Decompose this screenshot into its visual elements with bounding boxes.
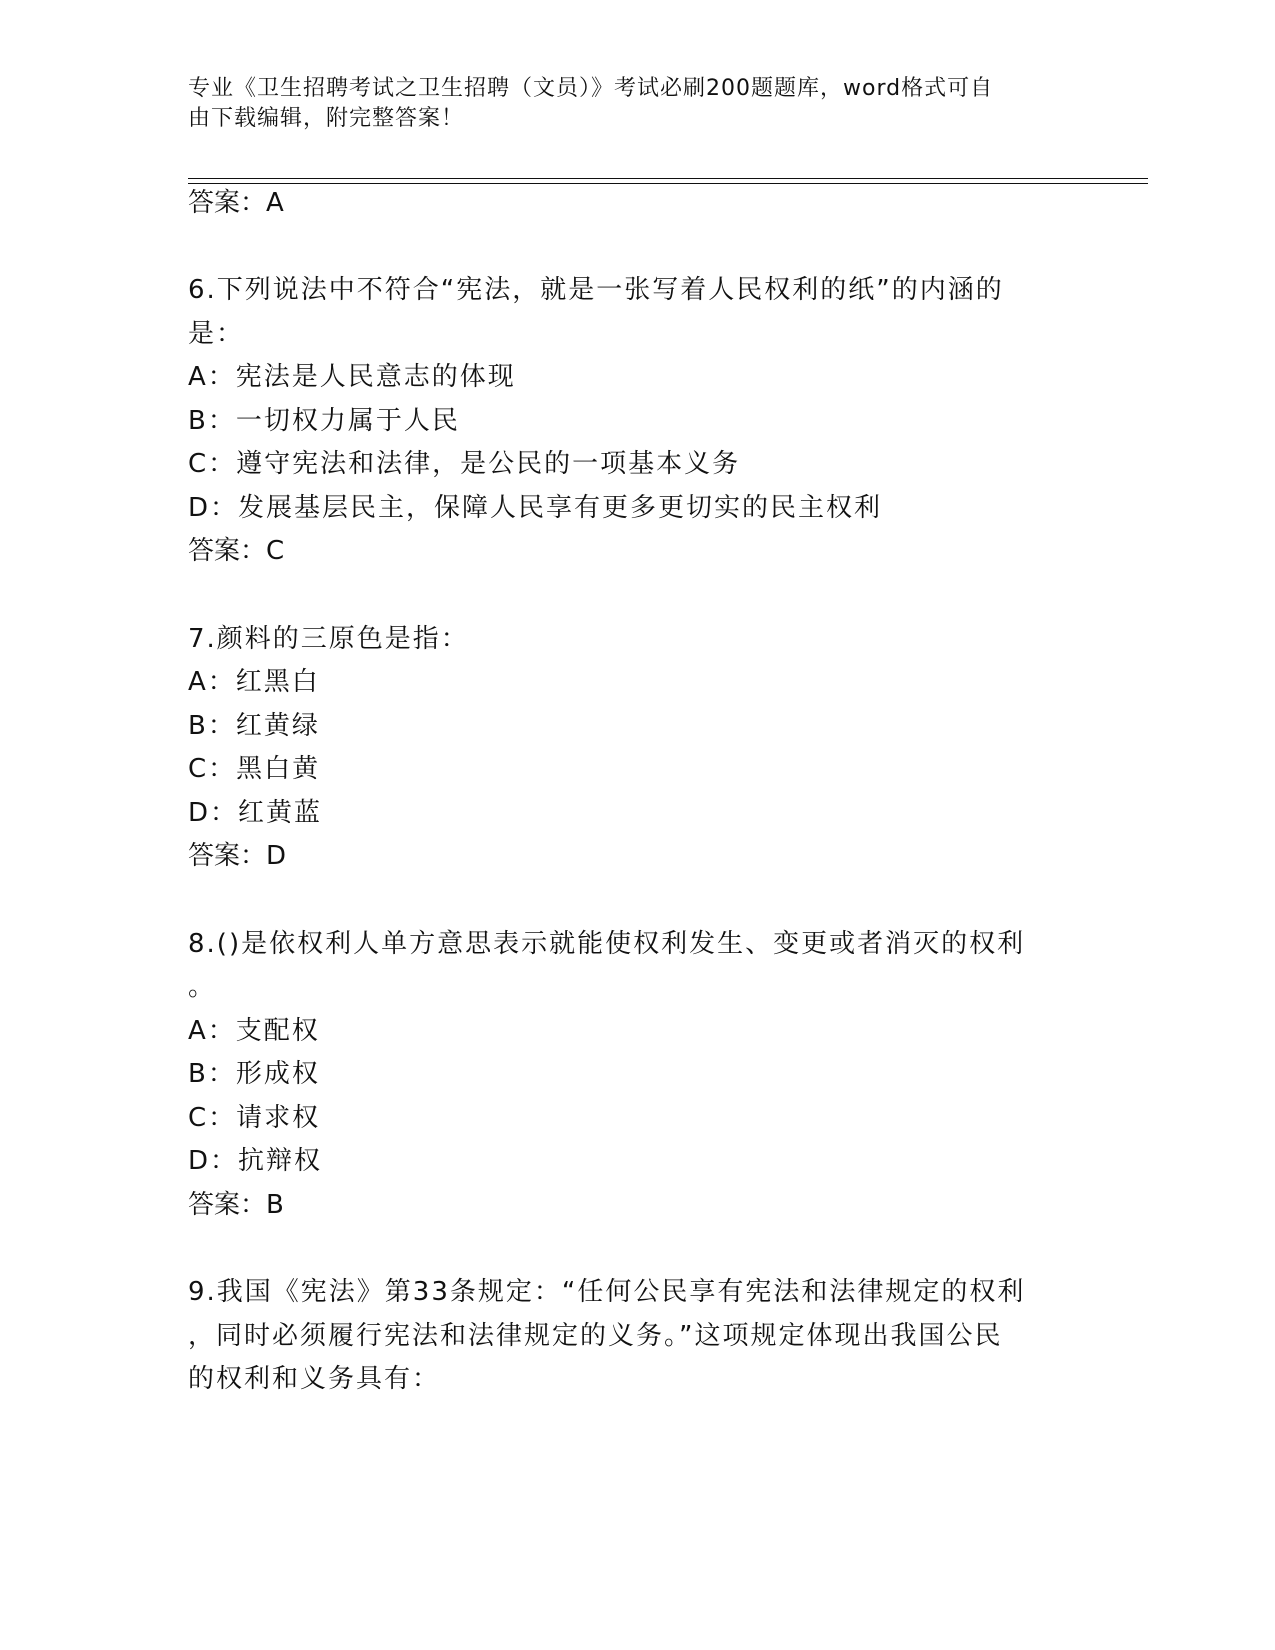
question-7-option-d: D：红黄蓝	[188, 798, 323, 828]
question-6-option-d: D：发展基层民主，保障人民享有更多更切实的民主权利	[188, 493, 883, 523]
answer-q7: 答案：D	[188, 841, 287, 871]
question-6-option-c: C：遵守宪法和法律，是公民的一项基本义务	[188, 449, 741, 479]
question-8-stem-line-1: 8.()是依权利人单方意思表示就能使权利发生、变更或者消灭的权利	[188, 929, 1026, 959]
question-9-stem-line-1: 9.我国《宪法》第33条规定：“任何公民享有宪法和法律规定的权利	[188, 1277, 1026, 1307]
answer-q8: 答案：B	[188, 1190, 284, 1220]
header-divider-double	[188, 183, 1148, 184]
header-line-1: 专业《卫生招聘考试之卫生招聘（文员）》考试必刷200题题库，word格式可自	[188, 76, 994, 101]
question-8-option-a: A：支配权	[188, 1016, 320, 1046]
question-8-option-c: C：请求权	[188, 1103, 321, 1133]
question-7-option-a: A：红黑白	[188, 667, 320, 697]
question-7-option-b: B：红黄绿	[188, 711, 320, 741]
question-6-stem-line-2: 是：	[188, 319, 245, 349]
question-6-option-b: B：一切权力属于人民	[188, 406, 460, 436]
document-header	[188, 74, 1068, 134]
question-9-stem-line-3: 的权利和义务具有：	[188, 1364, 441, 1394]
question-9-stem-line-2: ，同时必须履行宪法和法律规定的义务。”这项规定体现出我国公民	[188, 1321, 1003, 1351]
question-7-stem-line-1: 7.颜料的三原色是指：	[188, 624, 469, 654]
question-6-option-a: A：宪法是人民意志的体现	[188, 362, 516, 392]
header-divider	[188, 178, 1148, 179]
answer-q6: 答案：C	[188, 536, 285, 566]
header-line-2: 由下载编辑，附完整答案！	[188, 106, 465, 131]
question-6-stem-line-1: 6.下列说法中不符合“宪法，就是一张写着人民权利的纸”的内涵的	[188, 275, 1004, 305]
question-8-stem-line-2: 。	[188, 972, 217, 1002]
answer-q5: 答案：A	[188, 188, 284, 218]
question-8-option-b: B：形成权	[188, 1059, 320, 1089]
question-7-option-c: C：黑白黄	[188, 754, 321, 784]
question-8-option-d: D：抗辩权	[188, 1146, 323, 1176]
